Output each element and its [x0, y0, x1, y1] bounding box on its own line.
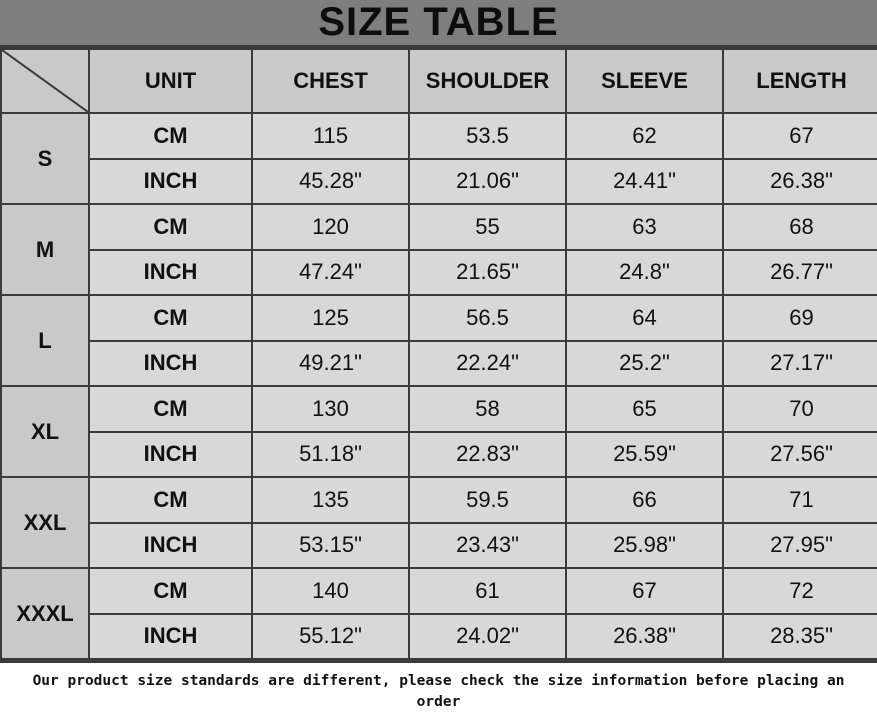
cell-length: 68 — [723, 204, 877, 250]
unit-label: INCH — [89, 614, 252, 660]
cell-length: 70 — [723, 386, 877, 432]
unit-label: INCH — [89, 432, 252, 478]
table-row — [1, 159, 877, 205]
column-header-unit: UNIT — [89, 49, 252, 113]
cell-sleeve: 62 — [566, 113, 723, 159]
cell-shoulder: 22.83" — [409, 432, 566, 478]
cell-chest: 140 — [252, 568, 409, 614]
size-label: XXXL — [1, 568, 89, 659]
cell-chest: 55.12" — [252, 614, 409, 660]
cell-length: 26.38" — [723, 159, 877, 205]
column-header-sleeve: SLEEVE — [566, 49, 723, 113]
table-header-row — [1, 49, 877, 113]
table-row — [1, 386, 877, 432]
cell-shoulder: 59.5 — [409, 477, 566, 523]
cell-shoulder: 56.5 — [409, 295, 566, 341]
table-row — [1, 568, 877, 614]
corner-cell — [1, 49, 89, 113]
cell-sleeve: 25.98" — [566, 523, 723, 569]
size-label: XXL — [1, 477, 89, 568]
size-chart-table — [0, 48, 877, 660]
cell-sleeve: 67 — [566, 568, 723, 614]
unit-label: CM — [89, 477, 252, 523]
size-label: XL — [1, 386, 89, 477]
cell-shoulder: 24.02" — [409, 614, 566, 660]
page-title: SIZE TABLE — [318, 0, 559, 44]
cell-length: 67 — [723, 113, 877, 159]
cell-length: 26.77" — [723, 250, 877, 296]
cell-chest: 51.18" — [252, 432, 409, 478]
title-bar — [0, 0, 877, 48]
unit-label: CM — [89, 568, 252, 614]
size-disclaimer-text: Our product size standards are different, please check the size information before placing an order — [32, 673, 845, 711]
diagonal-divider-icon — [2, 50, 88, 112]
cell-shoulder: 21.65" — [409, 250, 566, 296]
table-row — [1, 432, 877, 478]
cell-chest: 130 — [252, 386, 409, 432]
cell-chest: 115 — [252, 113, 409, 159]
footer-note-area — [0, 660, 877, 713]
cell-chest: 120 — [252, 204, 409, 250]
unit-label: CM — [89, 113, 252, 159]
cell-length: 69 — [723, 295, 877, 341]
cell-sleeve: 24.41" — [566, 159, 723, 205]
unit-label: CM — [89, 386, 252, 432]
column-header-chest: CHEST — [252, 49, 409, 113]
size-label: S — [1, 113, 89, 204]
unit-label: INCH — [89, 250, 252, 296]
cell-shoulder: 53.5 — [409, 113, 566, 159]
table-row — [1, 204, 877, 250]
unit-label: INCH — [89, 159, 252, 205]
cell-length: 27.56" — [723, 432, 877, 478]
cell-sleeve: 24.8" — [566, 250, 723, 296]
cell-chest: 49.21" — [252, 341, 409, 387]
cell-chest: 45.28" — [252, 159, 409, 205]
unit-label: CM — [89, 204, 252, 250]
cell-length: 71 — [723, 477, 877, 523]
cell-sleeve: 26.38" — [566, 614, 723, 660]
cell-length: 72 — [723, 568, 877, 614]
size-label: M — [1, 204, 89, 295]
table-row — [1, 477, 877, 523]
unit-label: INCH — [89, 341, 252, 387]
cell-chest: 53.15" — [252, 523, 409, 569]
cell-length: 27.17" — [723, 341, 877, 387]
cell-shoulder: 61 — [409, 568, 566, 614]
column-header-shoulder: SHOULDER — [409, 49, 566, 113]
cell-shoulder: 55 — [409, 204, 566, 250]
cell-length: 28.35" — [723, 614, 877, 660]
cell-sleeve: 25.59" — [566, 432, 723, 478]
table-row — [1, 250, 877, 296]
unit-label: CM — [89, 295, 252, 341]
cell-shoulder: 23.43" — [409, 523, 566, 569]
cell-shoulder: 22.24" — [409, 341, 566, 387]
table-row — [1, 341, 877, 387]
size-label: L — [1, 295, 89, 386]
cell-length: 27.95" — [723, 523, 877, 569]
cell-shoulder: 58 — [409, 386, 566, 432]
cell-chest: 135 — [252, 477, 409, 523]
cell-sleeve: 63 — [566, 204, 723, 250]
cell-chest: 47.24" — [252, 250, 409, 296]
table-row — [1, 113, 877, 159]
cell-sleeve: 64 — [566, 295, 723, 341]
cell-shoulder: 21.06" — [409, 159, 566, 205]
table-row — [1, 295, 877, 341]
cell-sleeve: 66 — [566, 477, 723, 523]
cell-chest: 125 — [252, 295, 409, 341]
cell-sleeve: 65 — [566, 386, 723, 432]
cell-sleeve: 25.2" — [566, 341, 723, 387]
table-row — [1, 614, 877, 660]
column-header-length: LENGTH — [723, 49, 877, 113]
table-row — [1, 523, 877, 569]
unit-label: INCH — [89, 523, 252, 569]
